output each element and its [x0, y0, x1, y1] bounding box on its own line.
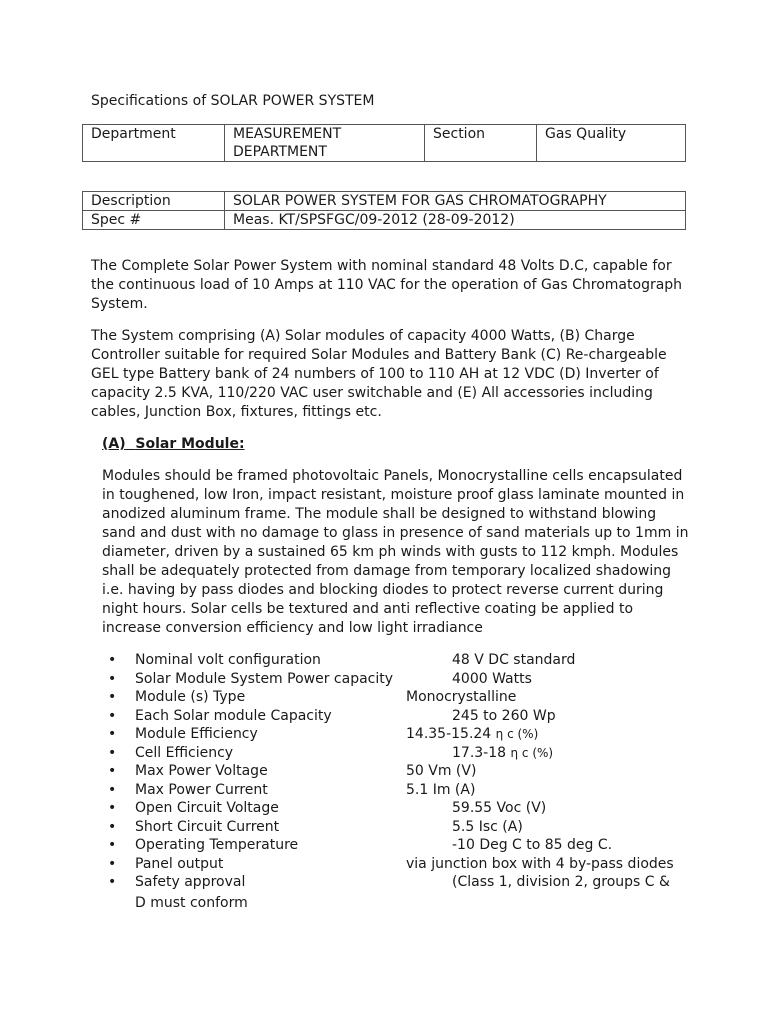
bullet-icon: •	[108, 726, 117, 742]
spec-number-row	[83, 211, 686, 230]
bullet-icon: •	[108, 689, 117, 705]
description-value: SOLAR POWER SYSTEM FOR GAS CHROMATOGRAPHY	[225, 192, 686, 211]
spec-label: Solar Module System Power capacity	[135, 670, 394, 687]
spec-number-label: Spec #	[83, 211, 225, 230]
spec-unit: η c (%)	[510, 745, 554, 760]
description-table	[82, 191, 686, 230]
spec-label: Short Circuit Current	[135, 818, 280, 835]
spec-value	[452, 651, 575, 670]
spec-value	[406, 781, 475, 800]
spec-value-text: (Class 1, division 2, groups C &	[452, 874, 670, 890]
spec-item	[108, 873, 708, 892]
spec-value-text: 5.5 Isc (A)	[452, 818, 523, 835]
spec-number-value: Meas. KT/SPSFGC/09-2012 (28-09-2012)	[225, 211, 686, 230]
spec-value	[452, 818, 523, 837]
description-label: Description	[83, 192, 225, 211]
spec-label: Safety approval	[135, 874, 246, 890]
department-table	[82, 124, 686, 162]
solar-module-description: Modules should be framed photovoltaic Panels, Monocrystalline cells encapsulated in toughened, low Iron, impact resistant, moisture proof glass laminate mounted in anodized aluminum frame. The module shall be designed to withstand blowing sand and dust with no damage to glass in presence of sand materials up to 1mm in diameter, driven by a sustained 65 km ph winds with gusts to 112 kmph. Modules shall be adequately protected from damage from temporary localized shadowing i.e. having by pass diodes and blocking diodes to protect reverse current during night hours. Solar cells be textured and anti reflective coating be applied to increase conversion efficiency and low light irradiance	[102, 468, 689, 636]
spec-value-text: 5.1 Im (A)	[406, 781, 476, 798]
section-a-prefix: (A)	[102, 436, 126, 452]
bullet-icon: •	[108, 874, 117, 890]
bullet-icon: •	[108, 763, 117, 779]
spec-label: Cell Efficiency	[135, 744, 234, 761]
spec-value-text: Monocrystalline	[406, 689, 517, 705]
spec-unit: η c (%)	[495, 727, 539, 741]
section-a-heading	[102, 435, 245, 454]
spec-value	[406, 855, 674, 874]
spec-item	[108, 855, 708, 874]
department-row	[83, 125, 686, 162]
spec-value	[452, 707, 556, 726]
spec-value-text: 50 Vm (V)	[406, 763, 477, 779]
spec-item	[108, 707, 708, 726]
spec-value	[406, 688, 516, 707]
spec-label: Operating Temperature	[135, 837, 299, 853]
spec-label: Panel output	[135, 855, 224, 872]
department-label: Department	[83, 125, 225, 162]
spec-item	[108, 744, 708, 763]
section-a-title: Solar Module:	[135, 436, 245, 452]
spec-label: Max Power Voltage	[135, 763, 268, 779]
spec-label: Each Solar module Capacity	[135, 707, 332, 724]
spec-label: Nominal volt configuration	[135, 652, 321, 668]
bullet-icon: •	[108, 781, 117, 798]
spec-item	[108, 725, 708, 744]
spec-value-text: 17.3-18	[452, 744, 507, 761]
spec-value	[452, 836, 612, 855]
section-value: Gas Quality	[537, 125, 686, 162]
spec-item	[108, 651, 708, 670]
spec-value	[452, 670, 532, 689]
bullet-icon: •	[108, 670, 117, 687]
bullet-icon: •	[108, 800, 117, 816]
spec-label: Max Power Current	[135, 781, 268, 798]
spec-item	[108, 836, 708, 855]
bullet-icon: •	[108, 652, 117, 668]
spec-value-text: via junction box with 4 by-pass diodes	[406, 855, 674, 872]
description-row	[83, 192, 686, 211]
spec-item	[108, 781, 708, 800]
spec-value	[452, 799, 546, 818]
spec-item	[108, 762, 708, 781]
bullet-icon: •	[108, 855, 117, 872]
spec-value	[406, 725, 538, 744]
system-components-paragraph: The System comprising (A) Solar modules of capacity 4000 Watts, (B) Charge Controller suitable for required Solar Modules and Battery Bank (C) Re-chargeable GEL type Battery bank of 24 numbers of 100 to 110 AH at 12 VDC (D) Inverter of capacity 2.5 KVA, 110/220 VAC user switchable and (E) All accessories including cables, Junction Box, fixtures, fittings etc.	[91, 328, 667, 420]
document-title: Specifications of SOLAR POWER SYSTEM	[91, 93, 375, 109]
spec-item	[108, 688, 708, 707]
spec-item	[108, 818, 708, 837]
bullet-icon: •	[108, 744, 117, 761]
spec-value-text: 4000 Watts	[452, 670, 532, 687]
section-label: Section	[425, 125, 537, 162]
spec-value	[452, 744, 553, 763]
bullet-icon: •	[108, 837, 117, 853]
solar-module-spec-list	[108, 651, 708, 892]
spec-value-text: -10 Deg C to 85 deg C.	[452, 837, 613, 853]
bullet-icon: •	[108, 707, 117, 724]
spec-value	[406, 762, 476, 781]
spec-value	[452, 873, 670, 892]
spec-value-text: 14.35-15.24	[406, 726, 492, 742]
bullet-icon: •	[108, 818, 117, 835]
spec-value-text: 59.55 Voc (V)	[452, 800, 547, 816]
spec-item	[108, 670, 708, 689]
intro-paragraph: The Complete Solar Power System with nominal standard 48 Volts D.C, capable for the continuous load of 10 Amps at 110 VAC for the operation of Gas Chromatograph System.	[91, 258, 683, 312]
safety-approval-continuation: D must conform	[135, 895, 248, 911]
department-value: MEASUREMENT DEPARTMENT	[225, 125, 425, 162]
spec-label: Open Circuit Voltage	[135, 800, 279, 816]
spec-label: Module (s) Type	[135, 689, 246, 705]
spec-value-text: 48 V DC standard	[452, 652, 576, 668]
spec-item	[108, 799, 708, 818]
spec-value-text: 245 to 260 Wp	[452, 707, 556, 724]
spec-label: Module Efficiency	[135, 726, 258, 742]
